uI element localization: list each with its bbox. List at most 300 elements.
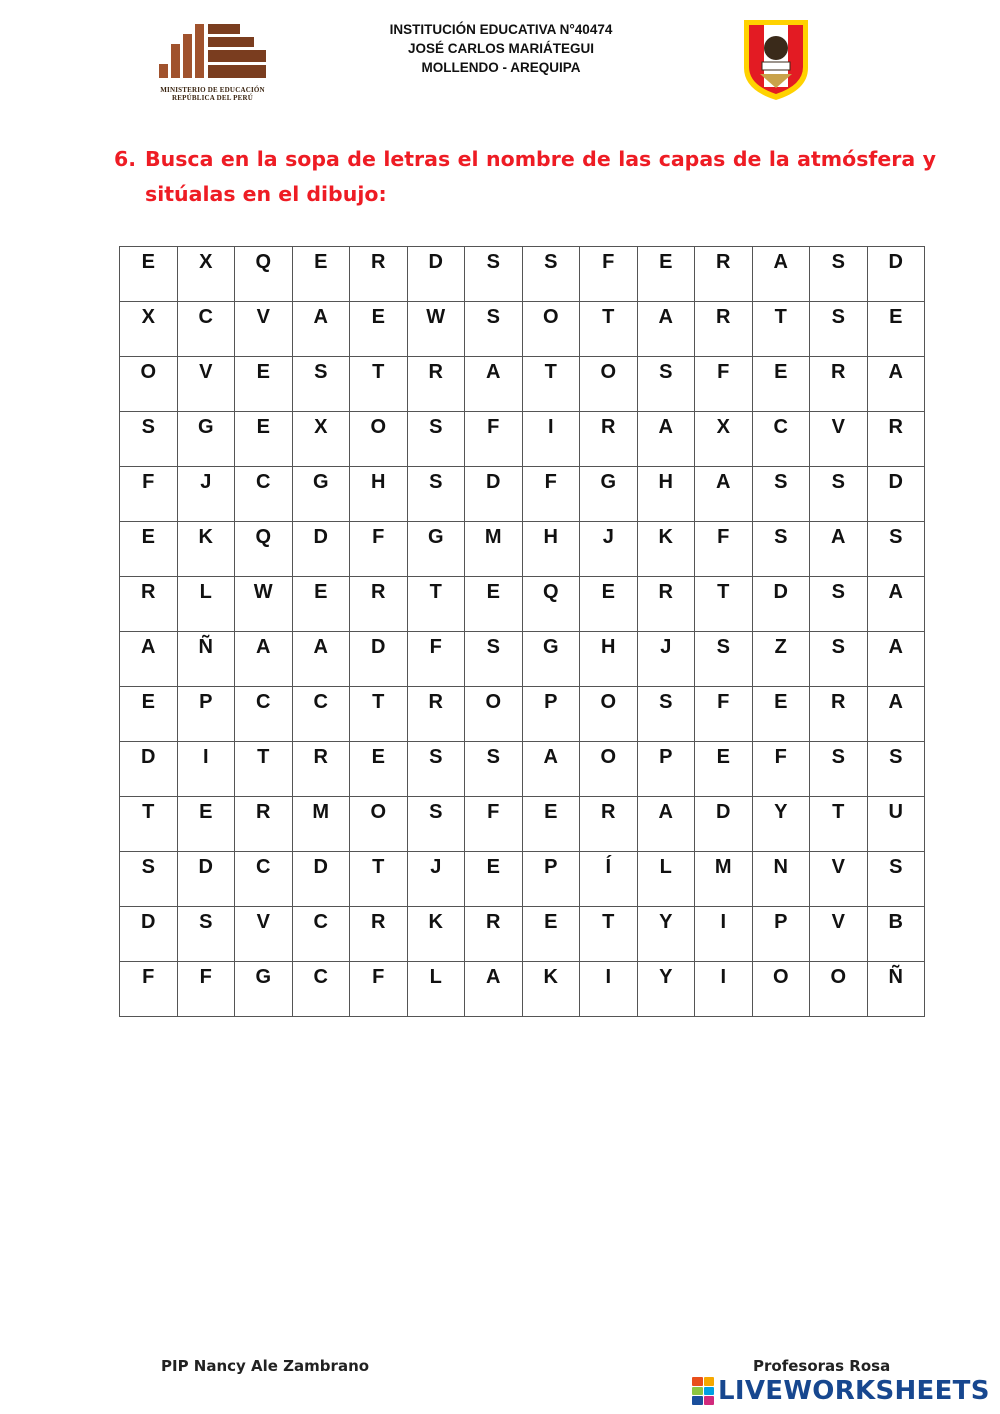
grid-letter: E xyxy=(601,581,615,603)
grid-cell[interactable] xyxy=(120,962,178,1017)
grid-letter: E xyxy=(256,361,270,383)
grid-cell[interactable] xyxy=(522,632,580,687)
grid-cell[interactable] xyxy=(465,522,523,577)
grid-letter: E xyxy=(314,581,328,603)
grid-cell[interactable] xyxy=(120,302,178,357)
grid-cell[interactable] xyxy=(350,467,408,522)
grid-cell[interactable] xyxy=(867,302,925,357)
grid-letter: A xyxy=(773,251,788,273)
grid-cell[interactable] xyxy=(465,412,523,467)
grid-letter: O xyxy=(772,966,789,988)
grid-cell[interactable] xyxy=(235,742,293,797)
grid-letter: V xyxy=(256,911,270,933)
grid-letter: D xyxy=(371,636,386,658)
grid-cell[interactable] xyxy=(810,852,868,907)
grid-cell[interactable] xyxy=(465,687,523,742)
grid-cell[interactable] xyxy=(867,632,925,687)
grid-cell[interactable] xyxy=(120,357,178,412)
grid-letter: S xyxy=(659,691,673,713)
grid-cell[interactable] xyxy=(292,357,350,412)
grid-cell[interactable] xyxy=(752,577,810,632)
grid-cell[interactable] xyxy=(177,302,235,357)
grid-cell[interactable] xyxy=(177,632,235,687)
grid-cell[interactable] xyxy=(292,467,350,522)
grid-letter: T xyxy=(544,361,557,383)
grid-letter: S xyxy=(774,526,788,548)
grid-cell[interactable] xyxy=(695,632,753,687)
grid-cell[interactable] xyxy=(235,577,293,632)
grid-row xyxy=(120,467,925,522)
grid-cell[interactable] xyxy=(580,247,638,302)
grid-cell[interactable] xyxy=(752,962,810,1017)
grid-cell[interactable] xyxy=(177,247,235,302)
grid-letter: F xyxy=(142,966,155,988)
grid-cell[interactable] xyxy=(752,412,810,467)
grid-cell[interactable] xyxy=(522,742,580,797)
grid-cell[interactable] xyxy=(120,907,178,962)
grid-cell[interactable] xyxy=(580,412,638,467)
grid-cell[interactable] xyxy=(810,907,868,962)
grid-cell[interactable] xyxy=(465,632,523,687)
liveworksheets-logo[interactable] xyxy=(692,1374,990,1408)
institution-subtitle: JOSÉ CARLOS MARIÁTEGUI xyxy=(407,41,594,56)
grid-cell[interactable] xyxy=(177,522,235,577)
grid-cell[interactable] xyxy=(120,687,178,742)
grid-cell[interactable] xyxy=(637,522,695,577)
grid-cell[interactable] xyxy=(810,632,868,687)
instruction-text: Busca en la sopa de letras el nombre de las capas de la atmósfera y sitúalas en el dibujo: xyxy=(145,147,936,206)
grid-cell[interactable] xyxy=(235,247,293,302)
grid-cell[interactable] xyxy=(235,357,293,412)
grid-cell[interactable] xyxy=(235,632,293,687)
grid-letter: N xyxy=(773,856,788,878)
grid-letter: E xyxy=(486,856,500,878)
grid-cell[interactable] xyxy=(465,852,523,907)
grid-cell[interactable] xyxy=(407,797,465,852)
grid-letter: E xyxy=(774,361,788,383)
grid-cell[interactable] xyxy=(752,247,810,302)
footer-teachers: Profesoras Rosa xyxy=(753,1357,891,1375)
grid-cell[interactable] xyxy=(350,962,408,1017)
grid-cell[interactable] xyxy=(177,907,235,962)
grid-cell[interactable] xyxy=(637,852,695,907)
grid-letter: O xyxy=(600,361,617,383)
grid-cell[interactable] xyxy=(522,357,580,412)
instruction xyxy=(114,142,936,212)
grid-letter: K xyxy=(428,911,443,933)
grid-cell[interactable] xyxy=(752,852,810,907)
footer-author: PIP Nancy Ale Zambrano xyxy=(161,1357,370,1375)
grid-letter: D xyxy=(716,801,731,823)
grid-letter: E xyxy=(314,251,328,273)
grid-cell[interactable] xyxy=(752,742,810,797)
grid-letter: A xyxy=(658,306,673,328)
grid-cell[interactable] xyxy=(810,577,868,632)
grid-letter: R xyxy=(486,911,501,933)
grid-cell[interactable] xyxy=(522,247,580,302)
grid-cell[interactable] xyxy=(752,687,810,742)
grid-cell[interactable] xyxy=(407,852,465,907)
grid-cell[interactable] xyxy=(637,742,695,797)
grid-letter: F xyxy=(429,636,442,658)
grid-letter: A xyxy=(831,526,846,548)
grid-cell[interactable] xyxy=(292,302,350,357)
grid-cell[interactable] xyxy=(292,247,350,302)
grid-cell[interactable] xyxy=(752,357,810,412)
grid-cell[interactable] xyxy=(235,412,293,467)
grid-cell[interactable] xyxy=(177,797,235,852)
grid-cell[interactable] xyxy=(407,687,465,742)
grid-cell[interactable] xyxy=(637,357,695,412)
grid-cell[interactable] xyxy=(580,467,638,522)
grid-letter: J xyxy=(660,636,672,658)
grid-letter: X xyxy=(199,251,213,273)
grid-cell[interactable] xyxy=(120,742,178,797)
grid-cell[interactable] xyxy=(407,962,465,1017)
grid-cell[interactable] xyxy=(292,577,350,632)
grid-cell[interactable] xyxy=(522,907,580,962)
grid-cell[interactable] xyxy=(177,577,235,632)
grid-row xyxy=(120,962,925,1017)
grid-cell[interactable] xyxy=(292,632,350,687)
grid-letter: V xyxy=(199,361,213,383)
grid-cell[interactable] xyxy=(465,577,523,632)
grid-letter: A xyxy=(888,691,903,713)
grid-cell[interactable] xyxy=(810,797,868,852)
grid-cell[interactable] xyxy=(235,852,293,907)
grid-letter: S xyxy=(429,416,443,438)
grid-letter: M xyxy=(484,526,502,548)
grid-letter: O xyxy=(370,801,387,823)
grid-letter: E xyxy=(199,801,213,823)
grid-cell[interactable] xyxy=(580,522,638,577)
grid-cell[interactable] xyxy=(580,632,638,687)
grid-letter: E xyxy=(486,581,500,603)
grid-cell[interactable] xyxy=(292,742,350,797)
grid-letter: O xyxy=(542,306,559,328)
grid-cell[interactable] xyxy=(465,302,523,357)
grid-cell[interactable] xyxy=(637,962,695,1017)
grid-letter: O xyxy=(140,361,157,383)
grid-cell[interactable] xyxy=(522,962,580,1017)
grid-cell[interactable] xyxy=(695,687,753,742)
grid-letter: S xyxy=(831,746,845,768)
grid-cell[interactable] xyxy=(522,467,580,522)
grid-cell[interactable] xyxy=(580,907,638,962)
grid-cell[interactable] xyxy=(350,852,408,907)
grid-cell[interactable] xyxy=(350,412,408,467)
grid-letter: E xyxy=(141,526,155,548)
grid-cell[interactable] xyxy=(810,302,868,357)
grid-letter: D xyxy=(888,471,903,493)
grid-cell[interactable] xyxy=(580,797,638,852)
grid-cell[interactable] xyxy=(810,247,868,302)
liveworksheets-icon-square xyxy=(704,1396,715,1405)
grid-cell[interactable] xyxy=(120,577,178,632)
grid-cell[interactable] xyxy=(120,852,178,907)
grid-cell[interactable] xyxy=(810,522,868,577)
grid-cell[interactable] xyxy=(522,412,580,467)
grid-cell[interactable] xyxy=(465,907,523,962)
grid-cell[interactable] xyxy=(752,632,810,687)
grid-letter: S xyxy=(831,306,845,328)
grid-cell[interactable] xyxy=(580,302,638,357)
instruction-number: 6. xyxy=(114,147,137,171)
grid-cell[interactable] xyxy=(695,357,753,412)
grid-letter: F xyxy=(602,251,615,273)
grid-letter: E xyxy=(544,911,558,933)
grid-cell[interactable] xyxy=(580,577,638,632)
grid-cell[interactable] xyxy=(350,302,408,357)
grid-cell[interactable] xyxy=(350,907,408,962)
grid-cell[interactable] xyxy=(695,907,753,962)
grid-cell[interactable] xyxy=(465,962,523,1017)
grid-letter: Ñ xyxy=(198,636,213,658)
grid-cell[interactable] xyxy=(867,907,925,962)
grid-cell[interactable] xyxy=(695,577,753,632)
grid-cell[interactable] xyxy=(637,247,695,302)
grid-letter: A xyxy=(313,636,328,658)
grid-letter: T xyxy=(717,581,730,603)
grid-cell[interactable] xyxy=(120,247,178,302)
grid-cell[interactable] xyxy=(752,522,810,577)
grid-cell[interactable] xyxy=(810,467,868,522)
grid-cell[interactable] xyxy=(867,467,925,522)
grid-letter: A xyxy=(486,966,501,988)
grid-cell[interactable] xyxy=(867,247,925,302)
grid-cell[interactable] xyxy=(522,687,580,742)
grid-cell[interactable] xyxy=(235,522,293,577)
grid-cell[interactable] xyxy=(350,797,408,852)
grid-cell[interactable] xyxy=(177,357,235,412)
grid-letter: F xyxy=(142,471,155,493)
grid-cell[interactable] xyxy=(867,742,925,797)
grid-cell[interactable] xyxy=(465,357,523,412)
grid-cell[interactable] xyxy=(120,797,178,852)
grid-cell[interactable] xyxy=(580,357,638,412)
grid-cell[interactable] xyxy=(350,522,408,577)
grid-cell[interactable] xyxy=(867,522,925,577)
grid-letter: A xyxy=(658,416,673,438)
grid-cell[interactable] xyxy=(235,687,293,742)
grid-cell[interactable] xyxy=(120,632,178,687)
grid-cell[interactable] xyxy=(407,522,465,577)
grid-cell[interactable] xyxy=(292,962,350,1017)
grid-cell[interactable] xyxy=(407,467,465,522)
grid-cell[interactable] xyxy=(867,357,925,412)
grid-letter: Q xyxy=(542,581,559,603)
grid-cell[interactable] xyxy=(407,412,465,467)
grid-cell[interactable] xyxy=(235,467,293,522)
grid-cell[interactable] xyxy=(695,522,753,577)
liveworksheets-icon-square xyxy=(704,1377,715,1386)
grid-cell[interactable] xyxy=(407,577,465,632)
grid-cell[interactable] xyxy=(695,412,753,467)
grid-cell[interactable] xyxy=(580,852,638,907)
grid-letter: F xyxy=(717,526,730,548)
grid-cell[interactable] xyxy=(580,742,638,797)
grid-cell[interactable] xyxy=(637,467,695,522)
grid-row xyxy=(120,247,925,302)
grid-letter: J xyxy=(200,471,212,493)
grid-cell[interactable] xyxy=(292,797,350,852)
grid-cell[interactable] xyxy=(752,302,810,357)
grid-letter: R xyxy=(888,416,903,438)
grid-cell[interactable] xyxy=(407,742,465,797)
grid-letter: M xyxy=(714,856,732,878)
grid-cell[interactable] xyxy=(292,687,350,742)
grid-cell[interactable] xyxy=(637,577,695,632)
grid-cell[interactable] xyxy=(177,852,235,907)
grid-cell[interactable] xyxy=(120,522,178,577)
grid-letter: S xyxy=(486,636,500,658)
grid-letter: C xyxy=(256,691,271,713)
grid-letter: S xyxy=(889,526,903,548)
grid-cell[interactable] xyxy=(177,962,235,1017)
grid-cell[interactable] xyxy=(695,852,753,907)
grid-cell[interactable] xyxy=(810,412,868,467)
grid-cell[interactable] xyxy=(407,247,465,302)
grid-cell[interactable] xyxy=(522,797,580,852)
grid-cell[interactable] xyxy=(407,357,465,412)
grid-cell[interactable] xyxy=(867,962,925,1017)
grid-letter: V xyxy=(256,306,270,328)
grid-letter: V xyxy=(831,856,845,878)
grid-letter: C xyxy=(313,691,328,713)
grid-cell[interactable] xyxy=(177,687,235,742)
grid-cell[interactable] xyxy=(407,907,465,962)
grid-letter: S xyxy=(889,856,903,878)
grid-cell[interactable] xyxy=(810,962,868,1017)
grid-cell[interactable] xyxy=(465,247,523,302)
grid-row xyxy=(120,412,925,467)
grid-letter: X xyxy=(141,306,155,328)
grid-cell[interactable] xyxy=(292,412,350,467)
grid-cell[interactable] xyxy=(120,412,178,467)
grid-cell[interactable] xyxy=(867,797,925,852)
grid-letter: A xyxy=(888,581,903,603)
grid-cell[interactable] xyxy=(810,742,868,797)
grid-letter: T xyxy=(774,306,787,328)
grid-cell[interactable] xyxy=(867,412,925,467)
grid-letter: C xyxy=(198,306,213,328)
grid-cell[interactable] xyxy=(350,632,408,687)
grid-cell[interactable] xyxy=(810,357,868,412)
grid-cell[interactable] xyxy=(867,687,925,742)
grid-letter: S xyxy=(716,636,730,658)
grid-letter: E xyxy=(544,801,558,823)
grid-cell[interactable] xyxy=(350,357,408,412)
grid-cell[interactable] xyxy=(695,742,753,797)
grid-letter: R xyxy=(831,361,846,383)
grid-cell[interactable] xyxy=(695,302,753,357)
grid-cell[interactable] xyxy=(637,632,695,687)
grid-letter: U xyxy=(888,801,903,823)
grid-letter: D xyxy=(428,251,443,273)
grid-cell[interactable] xyxy=(752,467,810,522)
grid-letter: F xyxy=(774,746,787,768)
grid-cell[interactable] xyxy=(752,797,810,852)
grid-cell[interactable] xyxy=(235,962,293,1017)
grid-letter: S xyxy=(831,636,845,658)
grid-letter: Í xyxy=(605,856,612,878)
grid-cell[interactable] xyxy=(522,577,580,632)
grid-cell[interactable] xyxy=(695,962,753,1017)
grid-cell[interactable] xyxy=(292,852,350,907)
grid-cell[interactable] xyxy=(695,247,753,302)
grid-cell[interactable] xyxy=(465,742,523,797)
grid-cell[interactable] xyxy=(637,302,695,357)
grid-letter: G xyxy=(312,471,329,493)
grid-cell[interactable] xyxy=(292,907,350,962)
grid-cell[interactable] xyxy=(637,687,695,742)
grid-cell[interactable] xyxy=(407,302,465,357)
grid-letter: R xyxy=(831,691,846,713)
grid-cell[interactable] xyxy=(407,632,465,687)
grid-cell[interactable] xyxy=(522,852,580,907)
grid-cell[interactable] xyxy=(695,467,753,522)
grid-cell[interactable] xyxy=(177,742,235,797)
grid-cell[interactable] xyxy=(465,467,523,522)
grid-cell[interactable] xyxy=(120,467,178,522)
grid-cell[interactable] xyxy=(637,907,695,962)
grid-letter: S xyxy=(889,746,903,768)
grid-letter: R xyxy=(716,306,731,328)
grid-cell[interactable] xyxy=(177,412,235,467)
grid-cell[interactable] xyxy=(867,577,925,632)
grid-letter: M xyxy=(312,801,330,823)
grid-cell[interactable] xyxy=(177,467,235,522)
grid-letter: V xyxy=(831,911,845,933)
grid-cell[interactable] xyxy=(867,852,925,907)
grid-cell[interactable] xyxy=(235,907,293,962)
grid-cell[interactable] xyxy=(350,687,408,742)
grid-cell[interactable] xyxy=(350,742,408,797)
grid-cell[interactable] xyxy=(522,522,580,577)
grid-cell[interactable] xyxy=(637,412,695,467)
grid-cell[interactable] xyxy=(637,797,695,852)
grid-letter: C xyxy=(256,856,271,878)
grid-letter: A xyxy=(141,636,156,658)
grid-cell[interactable] xyxy=(695,797,753,852)
grid-letter: E xyxy=(371,746,385,768)
grid-letter: D xyxy=(313,526,328,548)
grid-cell[interactable] xyxy=(235,302,293,357)
grid-cell[interactable] xyxy=(810,687,868,742)
grid-cell[interactable] xyxy=(465,797,523,852)
institution-location: MOLLENDO - AREQUIPA xyxy=(421,60,581,75)
grid-cell[interactable] xyxy=(350,577,408,632)
grid-cell[interactable] xyxy=(522,302,580,357)
grid-letter: G xyxy=(600,471,617,493)
grid-cell[interactable] xyxy=(580,687,638,742)
grid-cell[interactable] xyxy=(752,907,810,962)
grid-cell[interactable] xyxy=(292,522,350,577)
grid-letter: S xyxy=(774,471,788,493)
grid-letter: S xyxy=(831,471,845,493)
grid-letter: S xyxy=(141,856,155,878)
grid-letter: L xyxy=(429,966,442,988)
grid-row xyxy=(120,852,925,907)
grid-cell[interactable] xyxy=(350,247,408,302)
grid-cell[interactable] xyxy=(580,962,638,1017)
grid-letter: I xyxy=(202,746,209,768)
ministry-bars-icon xyxy=(155,22,270,84)
grid-cell[interactable] xyxy=(235,797,293,852)
grid-letter: T xyxy=(372,856,385,878)
grid-letter: O xyxy=(830,966,847,988)
grid-letter: I xyxy=(720,911,727,933)
